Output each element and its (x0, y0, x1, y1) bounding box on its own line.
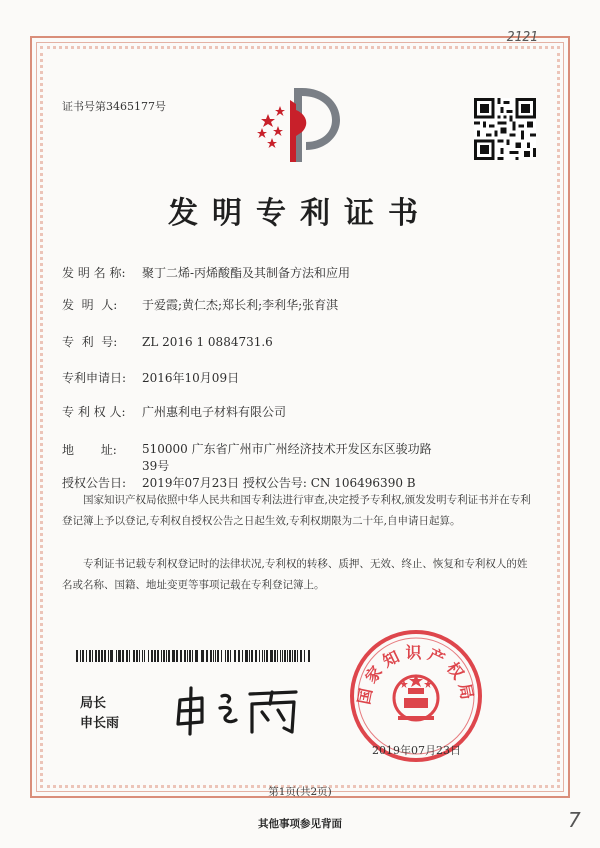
field-label: 专 利 权 人: (62, 405, 126, 419)
seal-text: 国家知识产权局 (354, 643, 478, 707)
field-value: 广州惠利电子材料有限公司 (142, 405, 287, 419)
field-value: 2019年07月23日 授权公告号: CN 106496390 B (142, 476, 416, 490)
signatory-title: 局长 (80, 696, 107, 711)
field-label: 专 利 号: (62, 335, 118, 349)
field-invention-name (62, 264, 350, 281)
certificate-number: 证书号第3465177号 (62, 100, 166, 113)
document-title: 发明专利证书 (168, 196, 432, 231)
page-indicator: 第1页(共2页) (268, 786, 332, 798)
field-address (62, 441, 442, 475)
field-publication-date (62, 474, 416, 491)
footer-note: 其他事项参见背面 (258, 818, 342, 830)
handwritten-corner-mark: 2121 (506, 30, 538, 45)
field-value: 于爱霞;黄仁杰;郑长利;李利华;张育淇 (142, 298, 339, 312)
field-value: ZL 2016 1 0884731.6 (142, 335, 273, 349)
cnipa-emblem-icon (250, 80, 350, 170)
field-filing-date (62, 369, 239, 386)
grant-statement: 国家知识产权局依照中华人民共和国专利法进行审查,决定授予专利权,颁发发明专利证书并在专利登记簿上予以登记,专利权自授权公告之日起生效,专利权期限为二十年,自申请日起算。 (62, 494, 531, 527)
field-label: 专利申请日: (62, 371, 127, 385)
field-inventors (62, 296, 338, 313)
signature-icon (172, 680, 312, 740)
field-patentee (62, 403, 286, 420)
field-label: 地 址: (62, 443, 117, 457)
field-value: 510000 广东省广州市广州经济技术开发区东区骏功路39号 (142, 442, 432, 473)
legal-status-note: 专利证书记载专利权登记时的法律状况,专利权的转移、质押、无效、终止、恢复和专利权人的姓名或名称、国籍、地址变更等事项记载在专利登记簿上。 (62, 558, 528, 591)
barcode-icon (76, 650, 312, 662)
qr-code-icon (474, 98, 536, 160)
signatory-name: 申长雨 (80, 716, 120, 731)
field-value: 聚丁二烯-丙烯酸酯及其制备方法和应用 (142, 266, 351, 280)
field-label: 发 明 人: (62, 298, 118, 312)
field-patent-number (62, 333, 273, 350)
field-value: 2016年10月09日 (142, 371, 240, 385)
handwritten-page-mark: 7 (568, 808, 581, 832)
seal-date: 2019年07月23日 (372, 744, 461, 757)
field-label: 发 明 名 称: (62, 266, 126, 280)
field-label: 授权公告日: (62, 476, 127, 490)
